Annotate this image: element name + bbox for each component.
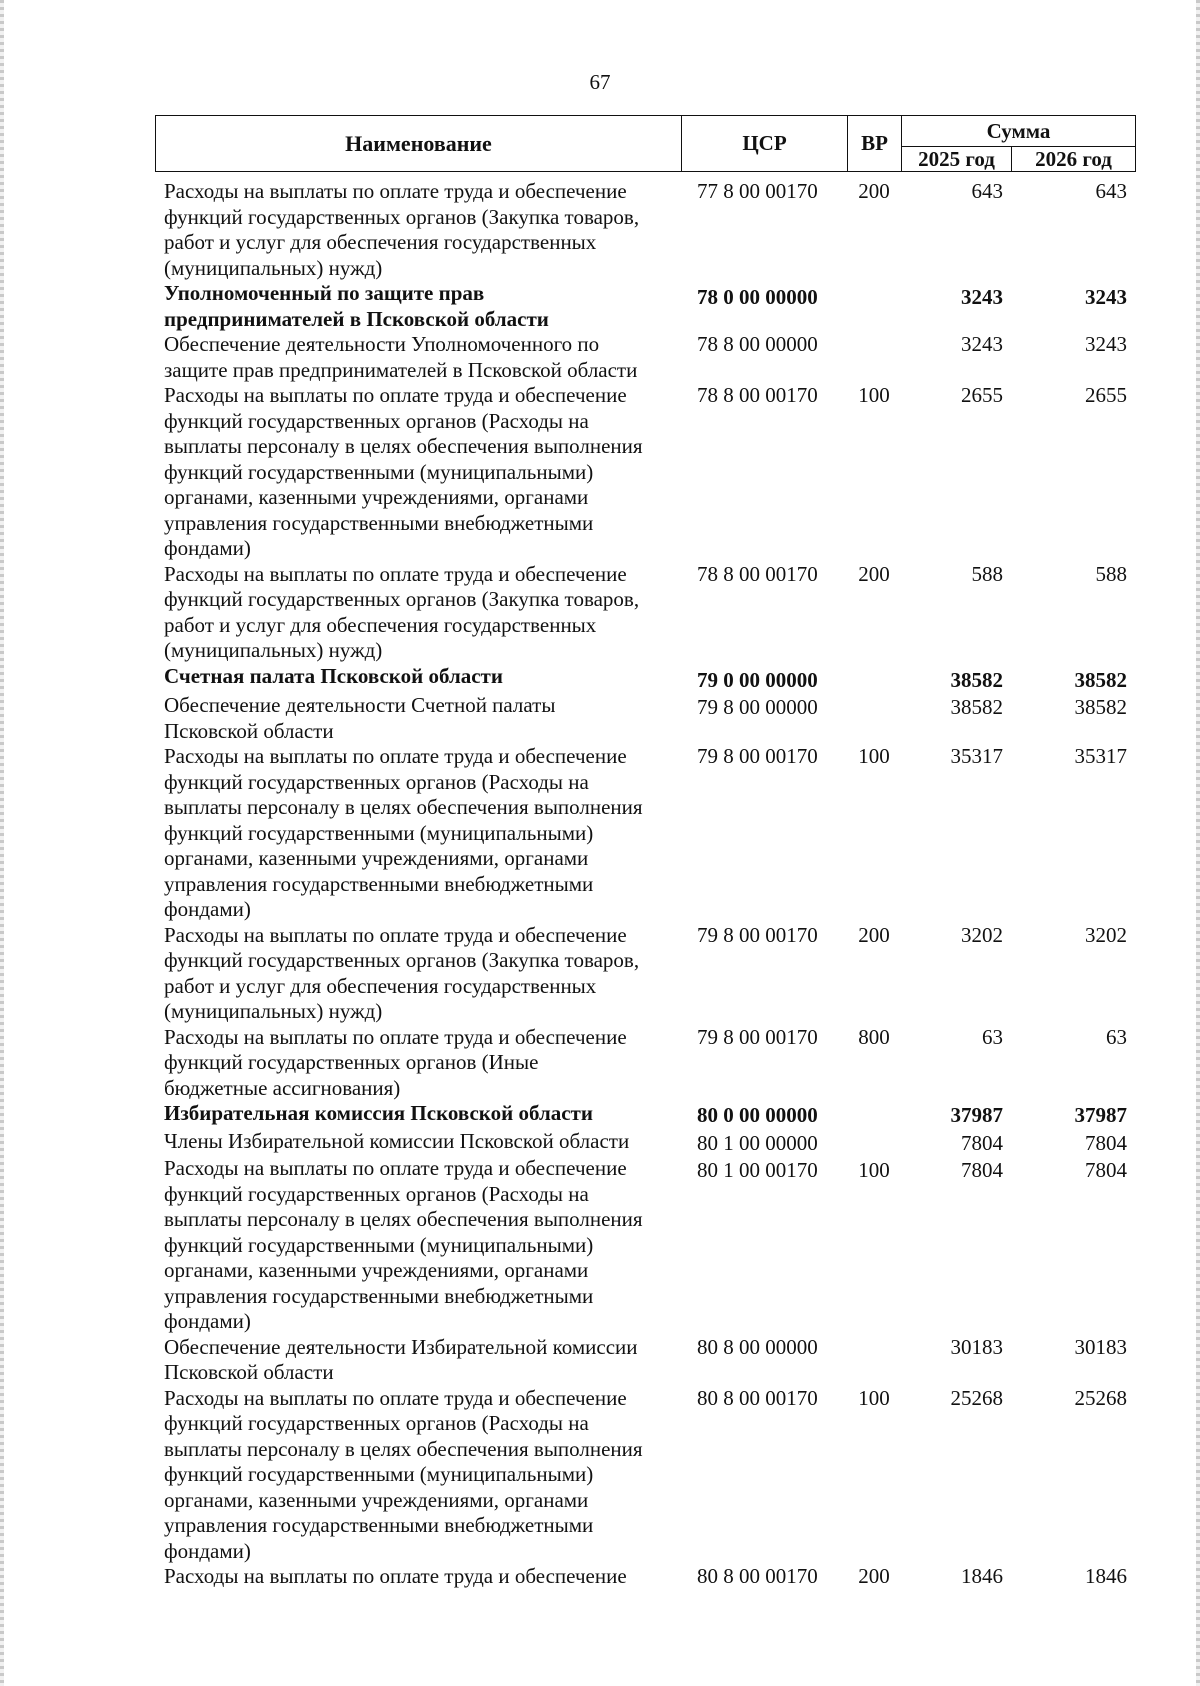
row-vr: 200	[858, 1564, 890, 1588]
row-sum-2026: 35317	[1074, 744, 1127, 768]
row-csr: 78 8 00 00170	[697, 561, 818, 586]
row-name-line: работ и услуг для обеспечения государственных	[164, 973, 597, 998]
row-vr: 100	[858, 383, 890, 407]
row-name-line: Расходы на выплаты по оплате труда и обеспечение	[164, 1385, 627, 1410]
row-sum-2025: 2655	[961, 383, 1003, 407]
row-sum-2025: 25268	[950, 1385, 1003, 1410]
row-sum-2025: 3243	[961, 285, 1003, 309]
table-row	[155, 281, 1135, 332]
row-sum-2026: 63	[1106, 1024, 1127, 1049]
header-name: Наименование	[156, 116, 682, 172]
table-row	[155, 1386, 1135, 1565]
row-vr	[847, 281, 901, 332]
row-name-line: Обеспечение деятельности Избирательной комиссии	[164, 1334, 638, 1359]
row-csr: 79 0 00 00000	[697, 667, 818, 692]
row-name-line: Уполномоченный по защите прав	[164, 281, 485, 305]
scan-edge-left	[0, 0, 4, 1686]
row-vr: 100	[858, 744, 890, 768]
row-sum-2025: 30183	[950, 1334, 1003, 1359]
row-name-line: Расходы на выплаты по оплате труда и обеспечение	[164, 561, 627, 586]
row-csr: 80 8 00 00170	[697, 1564, 818, 1588]
row-vr: 100	[858, 1385, 890, 1410]
row-name-line: функций государственными (муниципальными)	[164, 459, 594, 484]
row-name-line: работ и услуг для обеспечения государственных	[164, 230, 597, 254]
row-name-line: фондами)	[164, 1309, 251, 1333]
row-csr: 80 1 00 00000	[697, 1130, 818, 1155]
row-name-line: функций государственных органов (Закупка товаров,	[164, 948, 640, 972]
row-sum-2026: 643	[1095, 179, 1127, 203]
row-name	[155, 332, 681, 383]
row-name	[155, 1564, 681, 1590]
row-name-line: функций государственных органов (Закупка товаров,	[164, 204, 640, 229]
row-name-line: Расходы на выплаты по оплате труда и обеспечение	[164, 922, 627, 947]
row-name-line: управления государственными внебюджетными	[164, 1513, 594, 1537]
row-name-line: функций государственными (муниципальными)	[164, 1232, 594, 1257]
row-name-line: органами, казенными учреждениями, органами	[164, 846, 589, 870]
row-csr: 78 0 00 00000	[697, 285, 818, 309]
row-name-line: фондами)	[164, 536, 251, 560]
row-sum-2025: 35317	[950, 744, 1003, 768]
row-sum-2026: 25268	[1074, 1385, 1127, 1410]
table-row	[155, 1564, 1135, 1590]
row-sum-2026: 2655	[1085, 383, 1127, 407]
scan-edge-right	[1196, 0, 1200, 1686]
row-vr	[847, 664, 901, 694]
row-vr: 200	[858, 179, 890, 203]
row-csr: 80 0 00 00000	[697, 1103, 818, 1127]
table-row	[155, 562, 1135, 664]
row-vr	[847, 1129, 901, 1157]
row-sum-2026: 30183	[1074, 1334, 1127, 1359]
header-year-2025: 2025 год	[902, 147, 1012, 172]
row-name-line: фондами)	[164, 897, 251, 921]
header-sum: Сумма	[902, 116, 1136, 147]
row-csr: 78 8 00 00170	[697, 383, 818, 407]
row-name	[155, 923, 681, 1025]
row-name-line: бюджетные ассигнования)	[164, 1075, 401, 1100]
row-name-line: Расходы на выплаты по оплате труда и обеспечение	[164, 383, 627, 407]
header-vr: ВР	[848, 116, 902, 172]
row-name	[155, 281, 681, 332]
row-name-line: (муниципальных) нужд)	[164, 255, 383, 280]
row-name	[155, 562, 681, 664]
row-sum-2026: 38582	[1074, 667, 1127, 692]
row-csr: 79 8 00 00170	[697, 744, 818, 768]
row-sum-2026: 38582	[1074, 695, 1127, 719]
row-vr: 200	[858, 922, 890, 947]
row-name	[155, 1101, 681, 1129]
row-sum-2025: 37987	[950, 1103, 1003, 1127]
row-sum-2025: 588	[971, 561, 1003, 586]
row-csr: 77 8 00 00170	[697, 179, 818, 203]
row-name-line: (муниципальных) нужд)	[164, 638, 383, 662]
row-name-line: управления государственными внебюджетными	[164, 510, 594, 535]
table-row	[155, 332, 1135, 383]
row-sum-2026: 37987	[1074, 1103, 1127, 1127]
row-name	[155, 693, 681, 744]
row-name-line: Псковской области	[164, 1360, 334, 1384]
table-row	[155, 1335, 1135, 1386]
budget-table-body	[155, 179, 1135, 1590]
row-name-line: Расходы на выплаты по оплате труда и обеспечение	[164, 1564, 627, 1588]
budget-table	[155, 179, 1135, 1590]
table-row	[155, 1156, 1135, 1335]
row-csr: 78 8 00 00000	[697, 332, 818, 356]
row-name-line: функций государственными (муниципальными)	[164, 820, 594, 845]
row-name-line: Расходы на выплаты по оплате труда и обеспечение	[164, 1024, 627, 1049]
row-name-line: функций государственных органов (Расходы на	[164, 769, 589, 794]
row-csr: 80 1 00 00170	[697, 1158, 818, 1182]
table-row	[155, 664, 1135, 694]
row-name-line: Обеспечение деятельности Счетной палаты	[164, 693, 556, 717]
row-name-line: выплаты персоналу в целях обеспечения выполнения	[164, 434, 643, 458]
row-csr: 79 8 00 00170	[697, 1024, 818, 1049]
row-name-line: функций государственных органов (Расходы на	[164, 408, 589, 433]
table-row	[155, 179, 1135, 281]
row-vr: 100	[858, 1158, 890, 1182]
table-row	[155, 744, 1135, 923]
row-csr: 80 8 00 00000	[697, 1334, 818, 1359]
budget-table-header	[155, 115, 1136, 172]
row-name-line: органами, казенными учреждениями, органами	[164, 1258, 589, 1282]
row-name-line: (муниципальных) нужд)	[164, 999, 383, 1023]
row-name-line: Расходы на выплаты по оплате труда и обеспечение	[164, 1156, 627, 1180]
row-name-line: органами, казенными учреждениями, органами	[164, 485, 589, 509]
row-name	[155, 664, 681, 694]
row-name-line: Избирательная комиссия Псковской области	[164, 1101, 593, 1125]
row-sum-2025: 3202	[961, 922, 1003, 947]
row-vr: 200	[858, 561, 890, 586]
row-csr: 80 8 00 00170	[697, 1385, 818, 1410]
row-name-line: выплаты персоналу в целях обеспечения выполнения	[164, 795, 643, 819]
row-name-line: выплаты персоналу в целях обеспечения выполнения	[164, 1436, 643, 1461]
row-vr	[847, 1335, 901, 1386]
row-vr	[847, 332, 901, 383]
row-name-line: работ и услуг для обеспечения государственных	[164, 612, 597, 637]
row-csr: 79 8 00 00000	[697, 695, 818, 719]
row-name-line: Счетная палата Псковской области	[164, 663, 503, 688]
row-name	[155, 1156, 681, 1335]
table-row	[155, 1129, 1135, 1157]
row-name-line: Расходы на выплаты по оплате труда и обеспечение	[164, 744, 627, 768]
row-sum-2026: 1846	[1085, 1564, 1127, 1588]
table-row	[155, 1101, 1135, 1129]
row-sum-2025: 3243	[961, 332, 1003, 356]
row-vr: 800	[858, 1024, 890, 1049]
table-row	[155, 383, 1135, 562]
row-sum-2025: 7804	[961, 1158, 1003, 1182]
row-sum-2025: 38582	[950, 695, 1003, 719]
row-name-line: функций государственными (муниципальными)	[164, 1462, 594, 1486]
row-name-line: выплаты персоналу в целях обеспечения выполнения	[164, 1207, 643, 1231]
row-name	[155, 744, 681, 923]
row-sum-2026: 588	[1095, 561, 1127, 586]
row-name-line: предпринимателей в Псковской области	[164, 306, 549, 331]
row-vr	[847, 693, 901, 744]
row-sum-2026: 7804	[1085, 1130, 1127, 1155]
table-row	[155, 923, 1135, 1025]
row-name	[155, 179, 681, 281]
row-csr: 79 8 00 00170	[697, 922, 818, 947]
row-name	[155, 1335, 681, 1386]
row-name-line: функций государственных органов (Расходы на	[164, 1411, 589, 1435]
row-sum-2026: 3243	[1085, 285, 1127, 309]
row-sum-2026: 7804	[1085, 1158, 1127, 1182]
table-row	[155, 1025, 1135, 1102]
row-sum-2025: 643	[971, 179, 1003, 203]
row-name	[155, 1386, 681, 1565]
row-name-line: Псковской области	[164, 718, 334, 743]
row-name-line: Члены Избирательной комиссии Псковской области	[164, 1128, 630, 1153]
row-name-line: Обеспечение деятельности Уполномоченного по	[164, 332, 600, 356]
row-vr	[847, 1101, 901, 1129]
row-sum-2026: 3243	[1085, 332, 1127, 356]
row-name-line: функций государственных органов (Иные	[164, 1050, 539, 1074]
row-name	[155, 1025, 681, 1102]
row-sum-2025: 1846	[961, 1564, 1003, 1588]
page-number: 67	[589, 70, 611, 94]
row-name	[155, 383, 681, 562]
row-name-line: органами, казенными учреждениями, органами	[164, 1487, 589, 1512]
header-year-2026: 2026 год	[1012, 147, 1136, 172]
row-name-line: управления государственными внебюджетными	[164, 871, 594, 896]
row-sum-2025: 7804	[961, 1130, 1003, 1155]
row-name	[155, 1129, 681, 1157]
row-name-line: управления государственными внебюджетными	[164, 1283, 594, 1308]
row-sum-2025: 63	[982, 1024, 1003, 1049]
table-row	[155, 693, 1135, 744]
row-sum-2025: 38582	[950, 667, 1003, 692]
header-csr: ЦСР	[682, 116, 848, 172]
row-name-line: функций государственных органов (Закупка товаров,	[164, 587, 640, 611]
row-name-line: функций государственных органов (Расходы на	[164, 1181, 589, 1206]
row-name-line: защите прав предпринимателей в Псковской области	[164, 357, 638, 382]
row-sum-2026: 3202	[1085, 922, 1127, 947]
row-name-line: фондами)	[164, 1538, 251, 1563]
row-name-line: Расходы на выплаты по оплате труда и обеспечение	[164, 179, 627, 203]
